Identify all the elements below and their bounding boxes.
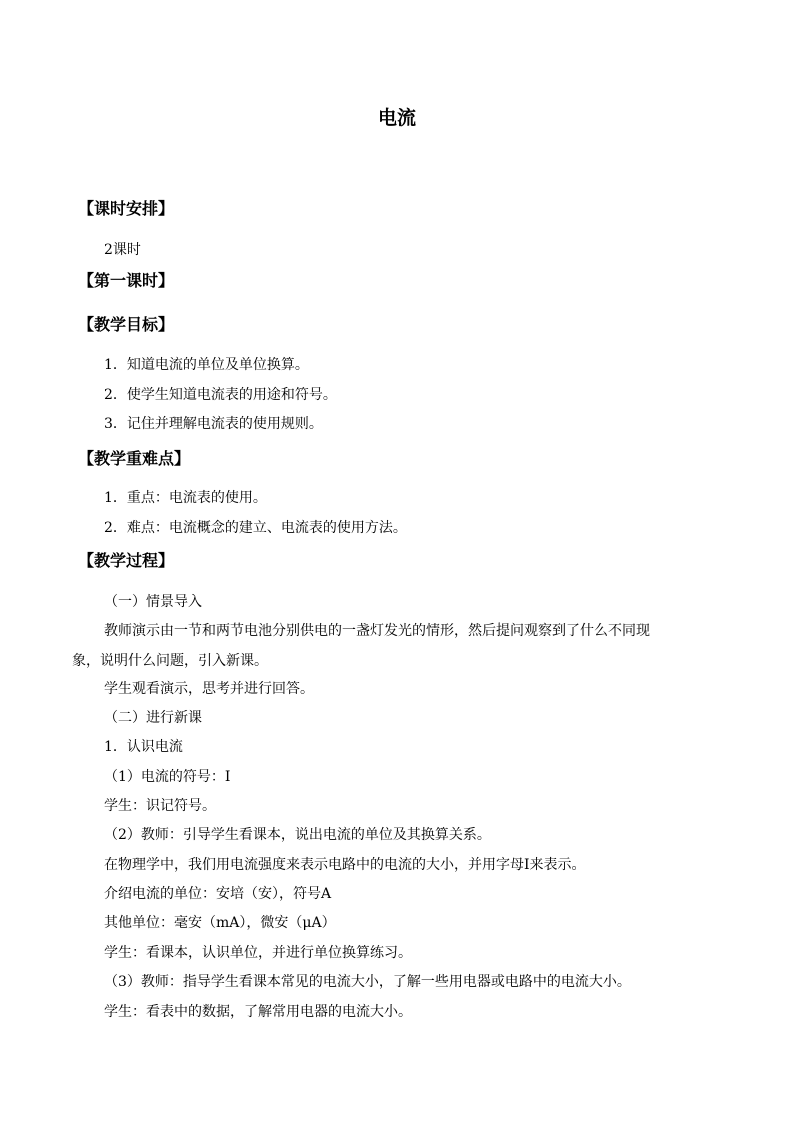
objective-item-3: 3．记住并理解电流表的使用规则。 [104, 416, 323, 432]
section-heading-objectives: 【教学目标】 [78, 315, 175, 334]
key-point-item-1: 1．重点：电流表的使用。 [104, 490, 267, 506]
process-line: 学生：看课本，认识单位，并进行单位换算练习。 [104, 945, 412, 961]
process-line: 象，说明什么问题，引入新课。 [72, 653, 268, 669]
key-point-item-2: 2．难点：电流概念的建立、电流表的使用方法。 [104, 520, 407, 536]
schedule-content: 2课时 [104, 242, 141, 258]
process-line: （二）进行新课 [104, 710, 202, 726]
section-heading-process: 【教学过程】 [78, 551, 175, 570]
process-line: （2）教师：引导学生看课本，说出电流的单位及其换算关系。 [104, 827, 491, 843]
process-line: （一）情景导入 [104, 594, 202, 610]
objective-item-1: 1．知道电流的单位及单位换算。 [104, 357, 309, 373]
process-line: 学生：识记符号。 [104, 798, 216, 814]
process-line: 在物理学中，我们用电流强度来表示电路中的电流的大小，并用字母I来表示。 [104, 857, 586, 873]
process-line: （3）教师：指导学生看课本常见的电流大小，了解一些用电器或电路中的电流大小。 [104, 974, 631, 990]
page-title: 电流 [377, 107, 416, 129]
process-line: 1．认识电流 [104, 739, 183, 755]
process-line: 学生：看表中的数据，了解常用电器的电流大小。 [104, 1004, 412, 1020]
objective-item-2: 2．使学生知道电流表的用途和符号。 [104, 387, 337, 403]
section-heading-schedule: 【课时安排】 [78, 199, 175, 218]
process-line: 介绍电流的单位：安培（安），符号A [104, 886, 332, 902]
process-line: 其他单位：毫安（mA），微安（μA） [104, 915, 336, 931]
process-line: 教师演示由一节和两节电池分别供电的一盏灯发光的情形，然后提问观察到了什么不同现 [104, 623, 650, 639]
section-heading-key-points: 【教学重难点】 [78, 449, 191, 468]
process-line: （1）电流的符号：I [104, 769, 231, 785]
process-line: 学生观看演示，思考并进行回答。 [104, 681, 314, 697]
section-heading-first-lesson: 【第一课时】 [78, 271, 175, 290]
